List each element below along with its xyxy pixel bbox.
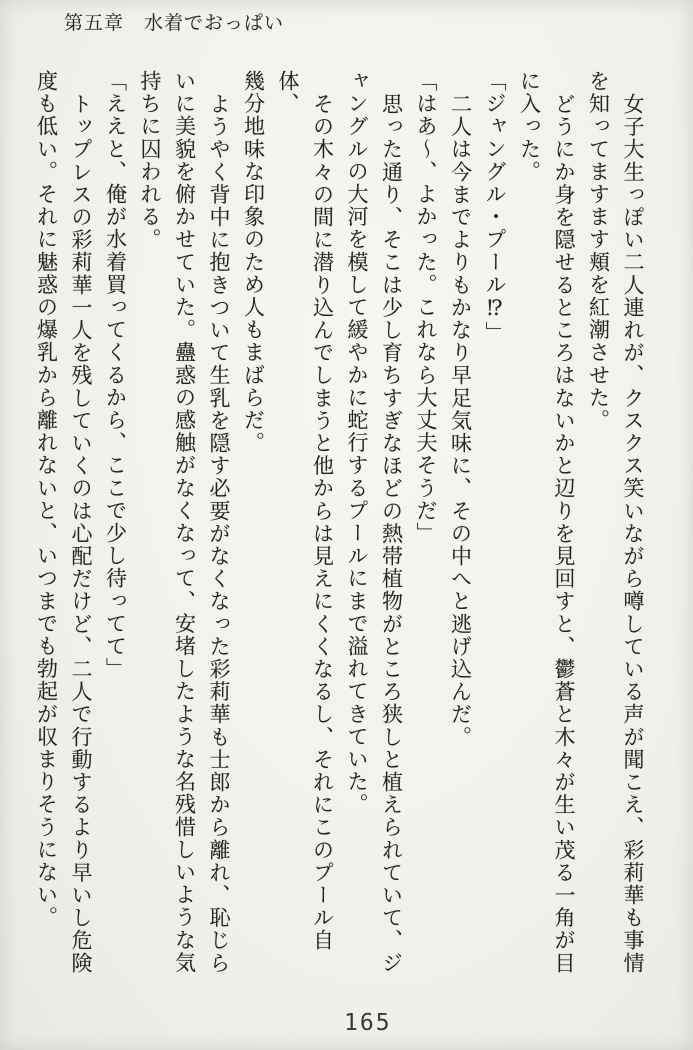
text-line: 女子大生っぽい二人連れが、クスクス笑いながら噂している声が聞こえ、彩莉華も事情 bbox=[621, 93, 645, 975]
page-number: 165 bbox=[344, 1010, 392, 1036]
text-line: 持ちに囚われる。 bbox=[138, 70, 162, 251]
text-line: を知ってますます頬を紅潮させた。 bbox=[586, 70, 611, 432]
text-line: どうにか身を隠せるところはないかと辺りを見回すと、鬱蒼と木々が生い茂る一角が目 bbox=[552, 93, 576, 975]
text-line: その木々の間に潜り込んでしまうと他からは見えにくくなるし、それにこのプール自体、 bbox=[276, 70, 335, 952]
text-line: 「はあ〜、よかった。これなら大丈夫そうだ」 bbox=[414, 70, 438, 545]
text-line: に入った。 bbox=[517, 70, 542, 183]
text-body bbox=[29, 70, 650, 978]
text-line: 「ええと、俺が水着買ってくるから、ここで少し待ってて」 bbox=[103, 70, 128, 681]
text-line: ャングルの大河を模して緩やかに蛇行するプールにまで溢れてきていた。 bbox=[345, 70, 369, 816]
text-line: 幾分地味な印象のため人もまばらだ。 bbox=[241, 70, 266, 455]
text-line: ようやく背中に抱きついて生乳を隠す必要がなくなった彩莉華も士郎から離れ、恥じら bbox=[207, 93, 231, 975]
text-line: いに美貌を俯かせていた。蠱惑の感触がなくなって、安堵したような名残惜しいような気 bbox=[172, 70, 197, 974]
text-line: 「ジャングル・プール⁉」 bbox=[483, 70, 507, 345]
text-line: 思った通り、そこは少し育ちすぎなほどの熱帯植物がところ狭しと植えられていて、ジ bbox=[379, 93, 404, 975]
text-line: トップレスの彩莉華一人を残していくのは心配だけど、二人で行動するより早いし危険 bbox=[69, 93, 93, 975]
text-line: 度も低い。それに魅惑の爆乳から離れないと、いつまでも勃起が収まりそうにない。 bbox=[34, 70, 59, 929]
text-line: 二人は今までよりもかなり早足気味に、その中へと逃げ込んだ。 bbox=[448, 93, 473, 749]
chapter-header: 第五章 水着でおっぱい bbox=[64, 13, 285, 34]
